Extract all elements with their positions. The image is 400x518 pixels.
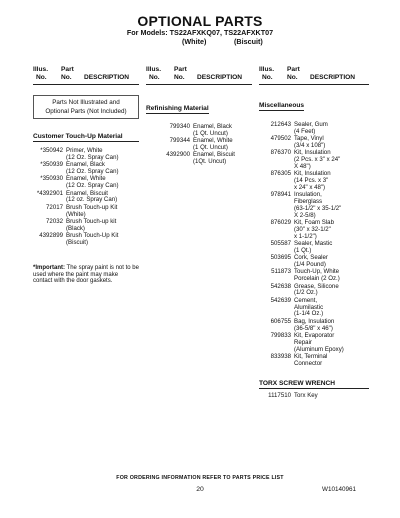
page-title: OPTIONAL PARTS (137, 13, 263, 29)
part-number: 833938 (270, 353, 291, 361)
description-line: (4 Feet) (294, 127, 316, 135)
part-description (66, 191, 139, 205)
description-line: (3/4 x 108") (294, 141, 326, 149)
part-description (193, 124, 252, 138)
description-line: (63-1/2" x 35-1/2" (294, 204, 342, 212)
description-line: (12 oz. Spray Can) (66, 196, 118, 204)
part-description (294, 393, 369, 400)
description-line: Bag, Insulation (294, 317, 335, 325)
description-line: (1 Qt.) (294, 246, 312, 254)
part-number: 799340 (169, 123, 190, 130)
part-description (294, 136, 369, 150)
part-row (33, 162, 139, 176)
part-row (261, 269, 369, 283)
description-line: Enamel, White (193, 137, 233, 145)
header-part: Part (61, 66, 74, 73)
part-row (160, 124, 252, 138)
box-line: Optional Parts (Not Included) (45, 108, 127, 115)
part-number: 542639 (270, 296, 291, 304)
part-description (294, 354, 369, 368)
part-row (33, 219, 139, 233)
part-number: 503695 (270, 254, 291, 262)
description-line: Porcelain (2 Oz.) (294, 275, 340, 283)
description-line: X 48") (294, 162, 311, 170)
header-no: No. (262, 74, 273, 81)
page-number: 20 (196, 486, 204, 493)
description-line: (1-1/4 Oz.) (294, 310, 324, 318)
part-description (294, 192, 369, 219)
part-description (66, 148, 139, 162)
models-line: For Models: TS22AFXKQ07, TS22AFXKT07 (126, 28, 274, 37)
part-description (294, 298, 369, 318)
description-line: (12 Oz. Spray Can) (66, 182, 119, 190)
header-description: DESCRIPTION (84, 74, 130, 81)
column-2 (146, 66, 252, 167)
part-row (261, 122, 369, 136)
part-number: 72017 (46, 203, 63, 211)
part-number: 4392900 (166, 151, 190, 159)
part-row (160, 152, 252, 166)
description-line: Enamel, Black (193, 123, 232, 130)
note-label: *Important: (33, 264, 65, 271)
column-3 (259, 66, 369, 400)
description-line: (30" x 32-1/2" (294, 225, 331, 233)
description-line: Connector (294, 359, 323, 367)
description-line: (1/2 Oz.) (294, 289, 318, 297)
part-row (33, 148, 139, 162)
column-header (33, 66, 139, 82)
description-line: Touch-Up, White (294, 268, 340, 276)
part-description (66, 176, 139, 190)
part-number: 876305 (270, 170, 291, 178)
description-line: Kit, Insulation (294, 170, 331, 178)
note-text: The spray paint is not to be used where the paint may make contact with the door gaskets. (33, 264, 139, 285)
description-line: Kit, Foam Slab (294, 219, 334, 227)
part-row (261, 241, 369, 255)
part-row (261, 319, 369, 333)
description-line: Insulation, (294, 191, 322, 199)
ordering-footer: FOR ORDERING INFORMATION REFER TO PARTS PRICE LIST (116, 475, 284, 481)
description-line: x 1-1/2") (294, 232, 317, 240)
section-heading: Refinishing Material (146, 105, 209, 112)
description-line: Enamel, Black (66, 161, 105, 169)
description-line: X 2-5/8) (294, 211, 316, 219)
description-line: Tape, Vinyl (294, 135, 324, 143)
description-line: Enamel, Biscuit (66, 189, 108, 197)
description-line: Sealer, Gum (294, 121, 328, 128)
part-number: *350930 (40, 175, 63, 183)
part-row (261, 298, 369, 318)
part-number: 505587 (270, 240, 291, 248)
column-1 (33, 66, 139, 285)
part-description (294, 333, 369, 353)
description-line: Torx Key (294, 391, 318, 399)
part-number: 511873 (271, 268, 291, 276)
description-line: Repair (294, 338, 312, 346)
description-line: Kit, Evaporator (294, 332, 335, 340)
description-line: Alumilastic (294, 303, 324, 311)
header-part: Part (174, 66, 187, 73)
part-number: 799833 (270, 332, 291, 340)
part-number: 978941 (270, 191, 291, 199)
part-number: 1117510 (268, 391, 291, 399)
box-line: Parts Not Illustrated and (52, 99, 120, 106)
description-line: (12 Oz. Spray Can) (66, 153, 119, 161)
part-description (294, 255, 369, 269)
part-description (66, 233, 139, 247)
parts-list (160, 124, 252, 166)
parts-list (261, 122, 369, 368)
part-number: *350942 (40, 147, 63, 154)
part-row (33, 176, 139, 190)
description-line: (1 Qt. Uncut) (193, 129, 228, 137)
header-no: No. (36, 74, 47, 81)
part-row (261, 284, 369, 298)
header-description: DESCRIPTION (197, 74, 243, 81)
part-row (160, 138, 252, 152)
header-part: Part (287, 66, 300, 73)
description-line: Fiberglass (294, 198, 323, 206)
part-description (294, 319, 369, 333)
description-line: Enamel, Biscuit (193, 151, 235, 159)
description-line: Brush Touch-up Kit (66, 203, 118, 211)
part-number: 72032 (46, 217, 63, 225)
part-number: 876370 (270, 149, 291, 157)
header-no: No. (174, 74, 185, 81)
description-line: (14 Pcs. x 3" (294, 177, 329, 185)
description-line: Grease, Silicone (294, 282, 339, 290)
part-number: 4392899 (39, 232, 63, 240)
description-line: Primer, White (66, 147, 103, 154)
description-line: (12 Oz. Spray Can) (66, 167, 119, 175)
part-number: 479502 (270, 135, 291, 143)
description-line: Enamel, White (66, 175, 106, 183)
description-line: Kit, Insulation (294, 149, 331, 157)
part-description (294, 171, 369, 191)
description-line: (36-5/8" x 46") (294, 324, 333, 332)
part-row (261, 255, 369, 269)
header-illus: Illus. (33, 66, 49, 73)
description-line: Brush Touch-Up Kit (66, 232, 119, 240)
description-line: (1 Qt. Uncut) (193, 143, 228, 151)
part-description (66, 205, 139, 219)
header-illus: Illus. (146, 66, 162, 73)
description-line: (1Qt. Uncut) (193, 158, 227, 166)
part-number: 876029 (270, 219, 291, 227)
part-row (33, 233, 139, 247)
part-row (261, 192, 369, 219)
part-row (261, 220, 369, 240)
description-line: (1/4 Pound) (294, 261, 326, 269)
part-description (193, 138, 252, 152)
header-no: No. (61, 74, 72, 81)
description-line: (Biscuit) (66, 238, 89, 246)
part-description (66, 162, 139, 176)
part-description (294, 284, 369, 298)
header-no: No. (287, 74, 298, 81)
header-rule (259, 84, 369, 85)
description-line: Sealer, Mastic (294, 240, 333, 248)
part-number: 799344 (169, 137, 190, 145)
variant-biscuit: (Biscuit) (234, 37, 263, 46)
part-description (294, 269, 369, 283)
description-line: Cement, (294, 296, 318, 304)
part-row (33, 191, 139, 205)
part-row (261, 136, 369, 150)
description-line: Brush Touch-up kit (66, 217, 117, 225)
part-row (261, 150, 369, 170)
part-row (261, 333, 369, 353)
part-description (294, 122, 369, 136)
part-number: *4392901 (36, 189, 63, 197)
header-no: No. (149, 74, 160, 81)
description-line: Cork, Sealer (294, 254, 328, 262)
description-line: (White) (66, 210, 86, 218)
part-number: 212643 (270, 121, 291, 128)
section-heading: Miscellaneous (259, 102, 305, 109)
part-row (33, 205, 139, 219)
column-header (259, 66, 369, 82)
document-number: W10140961 (322, 486, 356, 493)
description-line: Kit, Terminal (294, 353, 328, 361)
section-heading: Customer Touch-Up Material (33, 133, 139, 142)
part-description (66, 219, 139, 233)
section-heading: TORX SCREW WRENCH (259, 380, 369, 389)
part-row (261, 354, 369, 368)
description-line: (2 Pcs. x 3" x 24" (294, 156, 341, 164)
variant-white: (White) (182, 37, 207, 46)
header-rule (33, 84, 139, 85)
part-row (261, 171, 369, 191)
important-note (33, 265, 139, 285)
header-rule (146, 84, 252, 85)
part-number: 542638 (270, 282, 291, 290)
description-line: (Black) (66, 224, 85, 232)
column-header (146, 66, 252, 82)
part-number: *350939 (40, 161, 63, 169)
not-illustrated-box (33, 95, 139, 119)
parts-list (261, 393, 369, 400)
part-description (193, 152, 252, 166)
part-number: 606755 (270, 317, 291, 325)
parts-list (33, 148, 139, 247)
part-description (294, 241, 369, 255)
description-line: (Aluminum Epoxy) (294, 345, 344, 353)
part-description (294, 150, 369, 170)
header-illus: Illus. (259, 66, 275, 73)
part-row (261, 393, 369, 400)
header-description: DESCRIPTION (310, 74, 356, 81)
part-description (294, 220, 369, 240)
description-line: x 24" x 48") (294, 183, 326, 191)
